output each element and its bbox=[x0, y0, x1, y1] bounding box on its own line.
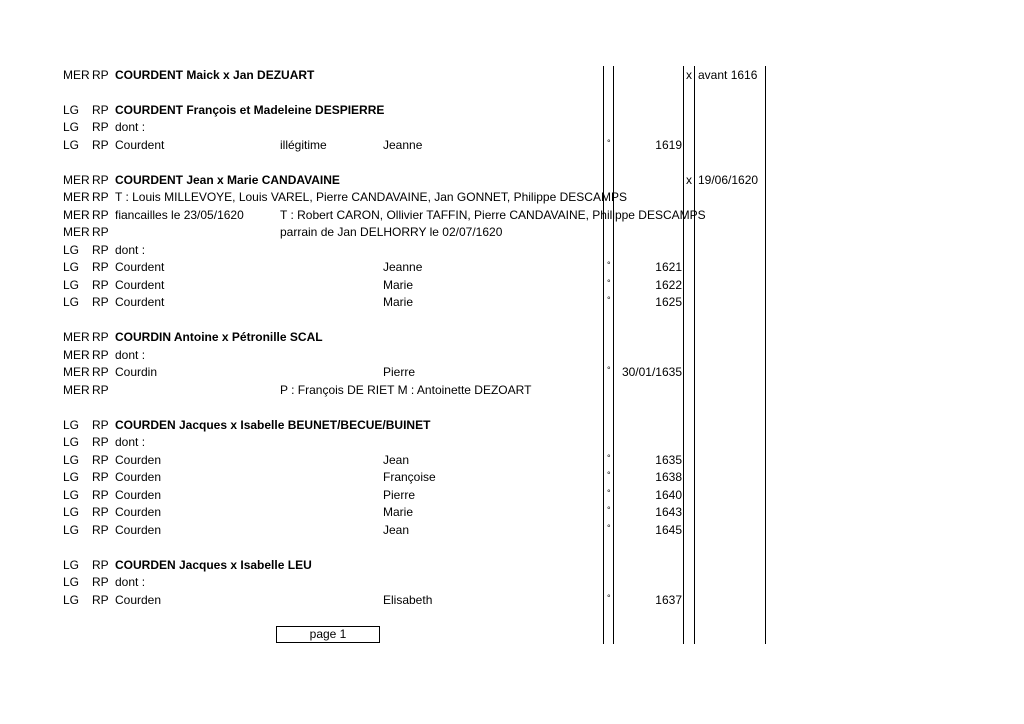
archive-code: LG bbox=[63, 278, 80, 292]
archive-code: LG bbox=[63, 418, 80, 432]
page-number-label: page 1 bbox=[309, 627, 347, 641]
archive-code: LG bbox=[63, 593, 80, 607]
register-code: RP bbox=[92, 120, 109, 134]
archive-code: LG bbox=[63, 523, 80, 537]
entry-text: dont : bbox=[115, 243, 146, 257]
register-row bbox=[0, 67, 1024, 84]
register-row bbox=[0, 434, 1024, 451]
register-row bbox=[0, 259, 1024, 276]
register-code: RP bbox=[92, 173, 109, 187]
year-value: 1635 bbox=[655, 453, 682, 467]
register-row bbox=[0, 242, 1024, 259]
year-value: 1638 bbox=[655, 470, 682, 484]
register-row bbox=[0, 137, 1024, 154]
register-row bbox=[0, 504, 1024, 521]
register-code: RP bbox=[92, 435, 109, 449]
first-name: Marie bbox=[383, 505, 414, 519]
archive-code: LG bbox=[63, 470, 80, 484]
first-name: Elisabeth bbox=[383, 593, 433, 607]
marriage-date: avant 1616 bbox=[698, 68, 758, 82]
archive-code: LG bbox=[63, 260, 80, 274]
entry-text: dont : bbox=[115, 348, 146, 362]
entry-text: dont : bbox=[115, 575, 146, 589]
register-code: RP bbox=[92, 523, 109, 537]
entry-text: Courdent bbox=[115, 138, 165, 152]
register-code: RP bbox=[92, 295, 109, 309]
register-code: RP bbox=[92, 575, 109, 589]
register-code: RP bbox=[92, 208, 109, 222]
first-name: Pierre bbox=[383, 488, 416, 502]
entry-text: COURDENT François et Madeleine DESPIERRE bbox=[115, 103, 385, 117]
register-code: RP bbox=[92, 453, 109, 467]
register-row bbox=[0, 592, 1024, 609]
entry-text: Courden bbox=[115, 593, 162, 607]
register-row bbox=[0, 557, 1024, 574]
register-code: RP bbox=[92, 365, 109, 379]
entry-text: Courdent bbox=[115, 295, 165, 309]
register-row bbox=[0, 364, 1024, 381]
register-row bbox=[0, 224, 1024, 241]
register-row bbox=[0, 172, 1024, 189]
marriage-mark: x bbox=[686, 68, 692, 82]
register-code: RP bbox=[92, 225, 109, 239]
year-value: 1645 bbox=[655, 523, 682, 537]
entry-text: Courdent bbox=[115, 260, 165, 274]
register-row bbox=[0, 119, 1024, 136]
entry-text: Courden bbox=[115, 488, 162, 502]
entry-text: Courden bbox=[115, 505, 162, 519]
register-row bbox=[0, 347, 1024, 364]
entry-text: Courden bbox=[115, 453, 162, 467]
year-value: 1621 bbox=[655, 260, 682, 274]
year-value: 1619 bbox=[655, 138, 682, 152]
entry-text: dont : bbox=[115, 435, 146, 449]
first-name: Jean bbox=[383, 523, 410, 537]
birth-mark: ° bbox=[607, 523, 611, 533]
register-row bbox=[0, 189, 1024, 206]
year-value: 1622 bbox=[655, 278, 682, 292]
register-row bbox=[0, 522, 1024, 539]
register-code: RP bbox=[92, 243, 109, 257]
note-text: P : François DE RIET M : Antoinette DEZOART bbox=[280, 383, 532, 397]
year-value: 1643 bbox=[655, 505, 682, 519]
register-row bbox=[0, 452, 1024, 469]
archive-code: MER bbox=[63, 208, 90, 222]
archive-code: LG bbox=[63, 488, 80, 502]
page-number-box bbox=[276, 626, 380, 643]
archive-code: MER bbox=[63, 225, 90, 239]
entry-text: COURDENT Maick x Jan DEZUART bbox=[115, 68, 315, 82]
birth-mark: ° bbox=[607, 488, 611, 498]
register-code: RP bbox=[92, 383, 109, 397]
birth-mark: ° bbox=[607, 295, 611, 305]
register-code: RP bbox=[92, 470, 109, 484]
register-code: RP bbox=[92, 505, 109, 519]
register-row bbox=[0, 382, 1024, 399]
archive-code: MER bbox=[63, 383, 90, 397]
entry-text: COURDEN Jacques x Isabelle BEUNET/BECUE/BUINET bbox=[115, 418, 431, 432]
year-value: 1625 bbox=[655, 295, 682, 309]
register-row bbox=[0, 469, 1024, 486]
register-code: RP bbox=[92, 488, 109, 502]
register-row bbox=[0, 207, 1024, 224]
entry-text: COURDIN Antoine x Pétronille SCAL bbox=[115, 330, 323, 344]
archive-code: LG bbox=[63, 120, 80, 134]
register-row bbox=[0, 417, 1024, 434]
first-name: Jeanne bbox=[383, 260, 423, 274]
year-value: 30/01/1635 bbox=[621, 365, 682, 379]
register-code: RP bbox=[92, 103, 109, 117]
birth-mark: ° bbox=[607, 505, 611, 515]
entry-text: Courdin bbox=[115, 365, 158, 379]
first-name: Pierre bbox=[383, 365, 416, 379]
archive-code: LG bbox=[63, 505, 80, 519]
birth-mark: ° bbox=[607, 470, 611, 480]
register-code: RP bbox=[92, 348, 109, 362]
birth-mark: ° bbox=[607, 593, 611, 603]
entry-text: Courden bbox=[115, 470, 162, 484]
register-code: RP bbox=[92, 138, 109, 152]
year-value: 1637 bbox=[655, 593, 682, 607]
archive-code: LG bbox=[63, 243, 80, 257]
archive-code: MER bbox=[63, 348, 90, 362]
archive-code: LG bbox=[63, 435, 80, 449]
register-row bbox=[0, 102, 1024, 119]
register-row bbox=[0, 487, 1024, 504]
year-value: 1640 bbox=[655, 488, 682, 502]
entry-text: dont : bbox=[115, 120, 146, 134]
birth-mark: ° bbox=[607, 365, 611, 375]
first-name: Françoise bbox=[383, 470, 436, 484]
register-code: RP bbox=[92, 190, 109, 204]
first-name: Marie bbox=[383, 295, 414, 309]
archive-code: LG bbox=[63, 295, 80, 309]
marriage-mark: x bbox=[686, 173, 692, 187]
register-code: RP bbox=[92, 278, 109, 292]
note-text: parrain de Jan DELHORRY le 02/07/1620 bbox=[280, 225, 503, 239]
entry-text: fiancailles le 23/05/1620 bbox=[115, 208, 244, 222]
archive-code: LG bbox=[63, 103, 80, 117]
register-row bbox=[0, 329, 1024, 346]
register-row bbox=[0, 294, 1024, 311]
entry-text: COURDENT Jean x Marie CANDAVAINE bbox=[115, 173, 340, 187]
marriage-date: 19/06/1620 bbox=[698, 173, 759, 187]
birth-mark: ° bbox=[607, 453, 611, 463]
register-row bbox=[0, 277, 1024, 294]
register-code: RP bbox=[92, 593, 109, 607]
entry-text: COURDEN Jacques x Isabelle LEU bbox=[115, 558, 312, 572]
archive-code: MER bbox=[63, 365, 90, 379]
archive-code: MER bbox=[63, 190, 90, 204]
entry-text: T : Louis MILLEVOYE, Louis VAREL, Pierre CANDAVAINE, Jan GONNET, Philippe DESCAMPS bbox=[115, 190, 627, 204]
archive-code: LG bbox=[63, 575, 80, 589]
birth-mark: ° bbox=[607, 260, 611, 270]
birth-mark: ° bbox=[607, 138, 611, 148]
archive-code: MER bbox=[63, 173, 90, 187]
register-code: RP bbox=[92, 418, 109, 432]
note-text: illégitime bbox=[280, 138, 327, 152]
register-row bbox=[0, 574, 1024, 591]
first-name: Jean bbox=[383, 453, 410, 467]
first-name: Marie bbox=[383, 278, 414, 292]
archive-code: LG bbox=[63, 138, 80, 152]
archive-code: LG bbox=[63, 558, 80, 572]
register-code: RP bbox=[92, 260, 109, 274]
register-code: RP bbox=[92, 68, 109, 82]
entry-text: Courden bbox=[115, 523, 162, 537]
register-code: RP bbox=[92, 558, 109, 572]
archive-code: MER bbox=[63, 330, 90, 344]
birth-mark: ° bbox=[607, 278, 611, 288]
first-name: Jeanne bbox=[383, 138, 423, 152]
note-text: T : Robert CARON, Ollivier TAFFIN, Pierre CANDAVAINE, Philippe DESCAMPS bbox=[280, 208, 706, 222]
entry-text: Courdent bbox=[115, 278, 165, 292]
register-code: RP bbox=[92, 330, 109, 344]
archive-code: MER bbox=[63, 68, 90, 82]
archive-code: LG bbox=[63, 453, 80, 467]
